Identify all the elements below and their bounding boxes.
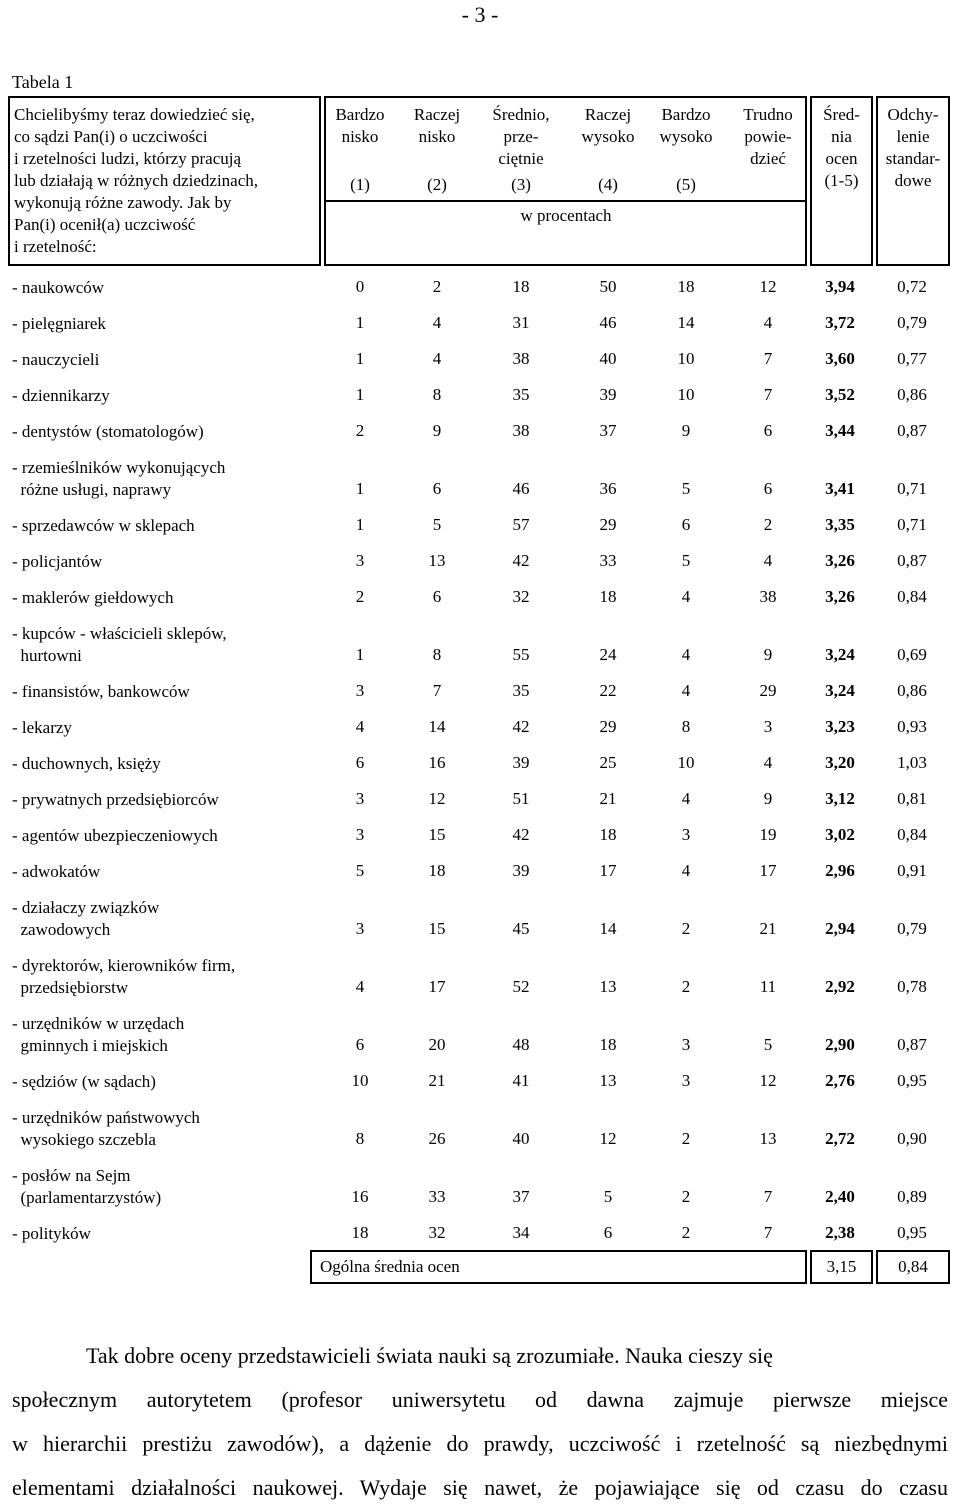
percent-value: 6: [432, 479, 442, 498]
row-label-line: - adwokatów: [12, 862, 101, 881]
mean-score: 2,92: [825, 977, 855, 996]
percent-value: 10: [677, 349, 695, 368]
percent-value: 48: [512, 1035, 530, 1054]
row-label-line: - finansistów, bankowców: [12, 682, 190, 701]
percent-value: 3: [681, 1035, 691, 1054]
std-deviation: 0,78: [897, 977, 927, 996]
percent-value: 7: [763, 385, 773, 404]
percent-value: 21: [759, 919, 777, 938]
percent-value: 18: [351, 1223, 369, 1242]
scale-column-header-line: nisko: [418, 127, 456, 146]
mean-score: 3,02: [825, 825, 855, 844]
std-deviation: 0,89: [897, 1187, 927, 1206]
percent-value: 16: [351, 1187, 369, 1206]
row-label: [12, 551, 102, 573]
mean-header-box: [810, 96, 873, 266]
scale-column-header-line: nisko: [341, 127, 379, 146]
percent-value: 11: [759, 977, 777, 996]
mean-score: 3,24: [825, 645, 855, 664]
summary-mean: 3,15: [826, 1257, 857, 1276]
row-label-line: - posłów na Sejm: [12, 1166, 131, 1185]
percent-value: 3: [763, 717, 773, 736]
percent-value: 18: [428, 861, 446, 880]
percent-value: 3: [355, 919, 365, 938]
percent-value: 38: [759, 587, 777, 606]
row-label-line: (parlamentarzystów): [12, 1188, 162, 1207]
std-deviation: 0,91: [897, 861, 927, 880]
percent-value: 37: [599, 421, 617, 440]
scale-code: (2): [427, 175, 447, 194]
scale-column-header: [565, 104, 651, 194]
percent-value: 6: [355, 753, 365, 772]
body-paragraph: [12, 1334, 948, 1510]
percent-value: 57: [512, 515, 530, 534]
question-line: i rzetelności ludzi, którzy pracują: [14, 149, 242, 168]
percent-value: 35: [512, 385, 530, 404]
mean-score: 2,96: [825, 861, 855, 880]
std-deviation: 0,84: [897, 825, 927, 844]
summary-label: Ogólna średnia ocen: [320, 1257, 460, 1276]
row-label-line: - pielęgniarek: [12, 314, 106, 333]
percent-value: 34: [512, 1223, 530, 1242]
summary-label-box: [310, 1250, 807, 1284]
percent-value: 9: [763, 645, 773, 664]
percent-value: 14: [677, 313, 695, 332]
row-label: [12, 717, 72, 739]
percent-value: 32: [428, 1223, 446, 1242]
percent-value: 36: [599, 479, 617, 498]
percent-value: 2: [763, 515, 773, 534]
scale-column-header-line: prze-: [503, 127, 539, 146]
mean-score: 3,26: [825, 551, 855, 570]
scale-column-header-line: Trudno: [743, 105, 793, 124]
percent-value: 22: [599, 681, 617, 700]
percent-value: 24: [599, 645, 617, 664]
percent-value: 6: [681, 515, 691, 534]
percent-value: 12: [759, 277, 777, 296]
percent-value: 17: [599, 861, 617, 880]
percent-value: 7: [763, 1223, 773, 1242]
row-label-line: - dentystów (stomatologów): [12, 422, 204, 441]
percent-label: w procentach: [520, 206, 612, 225]
percent-value: 15: [428, 825, 446, 844]
std-deviation: 0,86: [897, 681, 927, 700]
row-label: [12, 1107, 200, 1151]
percent-value: 13: [599, 977, 617, 996]
percent-value: 25: [599, 753, 617, 772]
percent-value: 33: [599, 551, 617, 570]
mean-score: 3,12: [825, 789, 855, 808]
percent-value: 10: [677, 753, 695, 772]
row-label-line: - dyrektorów, kierowników firm,: [12, 956, 236, 975]
scale-code: (3): [511, 175, 531, 194]
stat-column-header-line: Odchy-: [887, 105, 939, 124]
question-line: Pan(i) ocenił(a) uczciwość: [14, 215, 196, 234]
percent-value: 21: [599, 789, 617, 808]
row-label-line: - działaczy związków: [12, 898, 160, 917]
std-deviation: 0,69: [897, 645, 927, 664]
row-label-line: - sędziów (w sądach): [12, 1072, 156, 1091]
scale-column-header-line: Średnio,: [492, 105, 550, 124]
std-deviation: 0,87: [897, 421, 927, 440]
stat-column-header-line: standar-: [885, 149, 941, 168]
mean-score: 3,52: [825, 385, 855, 404]
row-label-line: hurtowni: [12, 646, 82, 665]
percent-value: 5: [355, 861, 365, 880]
percent-value: 16: [428, 753, 446, 772]
summary-sd-box: [876, 1250, 950, 1284]
std-deviation: 0,87: [897, 551, 927, 570]
percent-value: 46: [512, 479, 530, 498]
percent-value: 18: [599, 587, 617, 606]
scale-column-header-line: Bardzo: [335, 105, 385, 124]
row-label-line: przedsiębiorstw: [12, 978, 129, 997]
std-deviation: 0,77: [897, 349, 927, 368]
stat-column-header: [812, 104, 871, 192]
percent-value: 14: [428, 717, 446, 736]
scale-column-header-line: Bardzo: [661, 105, 711, 124]
percent-value: 39: [512, 753, 530, 772]
mean-score: 3,20: [825, 753, 855, 772]
scale-column-header: [478, 104, 564, 194]
question-line: lub działają w różnych dziedzinach,: [14, 171, 259, 190]
mean-score: 2,40: [825, 1187, 855, 1206]
percent-value: 19: [759, 825, 777, 844]
row-label: [12, 681, 190, 703]
row-label: [12, 349, 99, 371]
percent-value: 7: [763, 349, 773, 368]
question-text: [14, 104, 319, 258]
percent-value: 3: [355, 551, 365, 570]
question-header-box: [8, 96, 321, 266]
scale-header-box: [324, 96, 807, 266]
percent-value: 51: [512, 789, 530, 808]
percent-value: 8: [355, 1129, 365, 1148]
percent-value: 1: [355, 479, 365, 498]
summary-sd: 0,84: [898, 1257, 928, 1276]
std-deviation: 0,86: [897, 385, 927, 404]
std-deviation: 0,71: [897, 515, 927, 534]
std-deviation: 0,71: [897, 479, 927, 498]
percent-value: 6: [355, 1035, 365, 1054]
stat-column-header-line: nia: [831, 127, 852, 146]
scale-column-header: [725, 104, 811, 170]
mean-score: 3,23: [825, 717, 855, 736]
percent-value: 13: [428, 551, 446, 570]
percent-value: 5: [763, 1035, 773, 1054]
scale-column-header: [317, 104, 403, 194]
percent-value: 52: [512, 977, 530, 996]
row-label-line: - policjantów: [12, 552, 103, 571]
percent-value: 4: [681, 789, 691, 808]
percent-value: 5: [603, 1187, 613, 1206]
row-label-line: - kupców - właścicieli sklepów,: [12, 624, 227, 643]
percent-value: 6: [603, 1223, 613, 1242]
summary-mean-box: [810, 1250, 873, 1284]
percent-value: 29: [599, 515, 617, 534]
percent-value: 50: [599, 277, 617, 296]
stat-column-header-line: lenie: [896, 127, 930, 146]
row-label-line: - sprzedawców w sklepach: [12, 516, 195, 535]
percent-value: 42: [512, 717, 530, 736]
percent-value: 13: [759, 1129, 777, 1148]
row-label: [12, 825, 218, 847]
percent-value: 4: [432, 313, 442, 332]
percent-value: 55: [512, 645, 530, 664]
percent-value: 18: [512, 277, 530, 296]
stat-column-header: [878, 104, 948, 192]
percent-value: 12: [759, 1071, 777, 1090]
percent-value: 2: [432, 277, 442, 296]
mean-score: 3,72: [825, 313, 855, 332]
mean-score: 3,24: [825, 681, 855, 700]
std-deviation: 0,84: [897, 587, 927, 606]
percent-value: 42: [512, 825, 530, 844]
percent-value: 9: [763, 789, 773, 808]
row-label: [12, 421, 204, 443]
row-label-line: - naukowców: [12, 278, 105, 297]
percent-value: 1: [355, 349, 365, 368]
percent-value: 1: [355, 313, 365, 332]
row-label-line: - duchownych, księży: [12, 754, 161, 773]
percent-value: 4: [681, 861, 691, 880]
percent-value: 4: [763, 551, 773, 570]
percent-value: 2: [681, 1129, 691, 1148]
percent-value: 2: [681, 919, 691, 938]
percent-value: 18: [677, 277, 695, 296]
scale-column-header-line: wysoko: [659, 127, 713, 146]
percent-value: 4: [355, 717, 365, 736]
row-label: [12, 1223, 91, 1245]
percent-value: 10: [677, 385, 695, 404]
percent-value: 4: [681, 681, 691, 700]
row-label: [12, 587, 173, 609]
percent-value: 14: [599, 919, 617, 938]
percent-value: 1: [355, 645, 365, 664]
scale-column-header-line: ciętnie: [498, 149, 544, 168]
percent-value: 35: [512, 681, 530, 700]
percent-value: 4: [763, 313, 773, 332]
std-deviation: 0,72: [897, 277, 927, 296]
percent-value: 5: [681, 479, 691, 498]
mean-score: 2,90: [825, 1035, 855, 1054]
row-label: [12, 623, 227, 667]
row-label-line: zawodowych: [12, 920, 111, 939]
std-deviation: 0,95: [897, 1223, 927, 1242]
percent-value: 7: [763, 1187, 773, 1206]
mean-score: 3,41: [825, 479, 855, 498]
question-line: wykonują różne zawody. Jak by: [14, 193, 232, 212]
row-label-line: wysokiego szczebla: [12, 1130, 156, 1149]
row-label: [12, 385, 110, 407]
percent-value: 41: [512, 1071, 530, 1090]
row-label-line: - maklerów giełdowych: [12, 588, 174, 607]
percent-value: 39: [512, 861, 530, 880]
percent-value: 6: [432, 587, 442, 606]
percent-value: 38: [512, 349, 530, 368]
scale-column-header-line: Raczej: [413, 105, 461, 124]
scale-column-header-line: wysoko: [581, 127, 635, 146]
mean-score: 2,38: [825, 1223, 855, 1242]
row-label-line: - agentów ubezpieczeniowych: [12, 826, 218, 845]
scale-code: (1): [350, 175, 370, 194]
percent-value: 21: [428, 1071, 446, 1090]
percent-value: 5: [432, 515, 442, 534]
question-line: Chcielibyśmy teraz dowiedzieć się,: [14, 105, 255, 124]
percent-value: 26: [428, 1129, 446, 1148]
percent-value: 3: [355, 825, 365, 844]
percent-value: 0: [355, 277, 365, 296]
percent-value: 40: [599, 349, 617, 368]
percent-value: 31: [512, 313, 530, 332]
row-label: [12, 1165, 161, 1209]
percent-value: 3: [355, 789, 365, 808]
percent-value: 6: [763, 479, 773, 498]
scale-column-header: [643, 104, 729, 194]
percent-value: 12: [599, 1129, 617, 1148]
scale-code: (5): [676, 175, 696, 194]
std-deviation: 0,81: [897, 789, 927, 808]
row-label-line: gminnych i miejskich: [12, 1036, 168, 1055]
percent-value: 3: [681, 825, 691, 844]
stat-column-header-line: dowe: [894, 171, 932, 190]
percent-value: 18: [599, 825, 617, 844]
percent-value: 2: [355, 421, 365, 440]
percent-value: 4: [432, 349, 442, 368]
percent-value: 4: [763, 753, 773, 772]
row-label: [12, 457, 225, 501]
scale-code: (4): [598, 175, 618, 194]
row-label: [12, 515, 195, 537]
question-line: i rzetelność:: [14, 237, 97, 256]
percent-value: 9: [432, 421, 442, 440]
row-label: [12, 277, 104, 299]
percent-value: 1: [355, 385, 365, 404]
std-deviation: 0,79: [897, 919, 927, 938]
percent-value: 20: [428, 1035, 446, 1054]
row-label: [12, 753, 161, 775]
std-deviation: 0,79: [897, 313, 927, 332]
percent-value: 2: [355, 587, 365, 606]
table-caption: Tabela 1: [12, 72, 74, 92]
mean-score: 2,72: [825, 1129, 855, 1148]
mean-score: 2,76: [825, 1071, 855, 1090]
percent-value: 4: [355, 977, 365, 996]
percent-value: 3: [355, 681, 365, 700]
row-label: [12, 861, 100, 883]
percent-value: 8: [432, 645, 442, 664]
percent-value: 45: [512, 919, 530, 938]
row-label-line: różne usługi, naprawy: [12, 480, 172, 499]
mean-score: 3,35: [825, 515, 855, 534]
percent-value: 4: [681, 645, 691, 664]
percent-value: 42: [512, 551, 530, 570]
stat-column-header-line: (1-5): [824, 171, 859, 190]
std-deviation: 0,93: [897, 717, 927, 736]
percent-value: 38: [512, 421, 530, 440]
paragraph-line: elementami działalności naukowej. Wydaje się nawet, że pojawiające się od czasu do czasu: [12, 1475, 948, 1500]
row-label-line: - prywatnych przedsiębiorców: [12, 790, 219, 809]
percent-value: 8: [432, 385, 442, 404]
stat-column-header-line: ocen: [825, 149, 858, 168]
page-number: - 3 -: [461, 2, 499, 27]
percent-value: 1: [355, 515, 365, 534]
scale-column-header-line: powie-: [744, 127, 792, 146]
mean-score: 2,94: [825, 919, 855, 938]
percent-value: 8: [681, 717, 691, 736]
percent-value: 7: [432, 681, 442, 700]
paragraph-line: społecznym autorytetem (profesor uniwersytetu od dawna zajmuje pierwsze miejsce: [12, 1387, 948, 1412]
std-deviation: 0,90: [897, 1129, 927, 1148]
row-label-line: - nauczycieli: [12, 350, 100, 369]
percent-value: 39: [599, 385, 617, 404]
percent-value: 2: [681, 1223, 691, 1242]
percent-value: 6: [763, 421, 773, 440]
percent-value: 12: [428, 789, 446, 808]
percent-value: 17: [759, 861, 777, 880]
row-label-line: - lekarzy: [12, 718, 72, 737]
std-deviation: 1,03: [897, 753, 927, 772]
row-label: [12, 1013, 184, 1057]
sd-header-box: [876, 96, 950, 266]
mean-score: 3,26: [825, 587, 855, 606]
percent-value: 2: [681, 1187, 691, 1206]
row-label: [12, 955, 235, 999]
percent-value: 33: [428, 1187, 446, 1206]
row-label-line: - dziennikarzy: [12, 386, 110, 405]
mean-score: 3,94: [825, 277, 855, 296]
scale-column-header: [394, 104, 480, 194]
percent-value: 32: [512, 587, 530, 606]
scale-column-header-line: Raczej: [584, 105, 632, 124]
row-label-line: - polityków: [12, 1224, 91, 1243]
percent-value: 2: [681, 977, 691, 996]
std-deviation: 0,87: [897, 1035, 927, 1054]
mean-score: 3,60: [825, 349, 855, 368]
row-label-line: - rzemieślników wykonujących: [12, 458, 226, 477]
row-label-line: - urzędników w urzędach: [12, 1014, 185, 1033]
row-label: [12, 789, 219, 811]
percent-value: 18: [599, 1035, 617, 1054]
row-label: [12, 897, 159, 941]
percent-value: 9: [681, 421, 691, 440]
question-line: co sądzi Pan(i) o uczciwości: [14, 127, 208, 146]
percent-value: 15: [428, 919, 446, 938]
std-deviation: 0,95: [897, 1071, 927, 1090]
percent-value: 4: [681, 587, 691, 606]
percent-value: 17: [428, 977, 446, 996]
percent-value: 40: [512, 1129, 530, 1148]
percent-value: 3: [681, 1071, 691, 1090]
scale-column-header-line: dzieć: [750, 149, 786, 168]
stat-column-header-line: Śred-: [823, 105, 860, 124]
percent-value: 29: [759, 681, 777, 700]
row-label: [12, 1071, 156, 1093]
paragraph-line: w hierarchii prestiżu zawodów), a dążenie do prawdy, uczciwość i rzetelność są niezbędnymi: [12, 1431, 948, 1456]
percent-value: 5: [681, 551, 691, 570]
percent-value: 13: [599, 1071, 617, 1090]
row-label-line: - urzędników państwowych: [12, 1108, 200, 1127]
percent-value: 46: [599, 313, 617, 332]
percent-value: 29: [599, 717, 617, 736]
mean-score: 3,44: [825, 421, 855, 440]
percent-value: 37: [512, 1187, 530, 1206]
paragraph-line: Tak dobre oceny przedstawicieli świata nauki są zrozumiałe. Nauka cieszy się: [86, 1343, 773, 1368]
percent-value: 10: [351, 1071, 369, 1090]
row-label: [12, 313, 106, 335]
